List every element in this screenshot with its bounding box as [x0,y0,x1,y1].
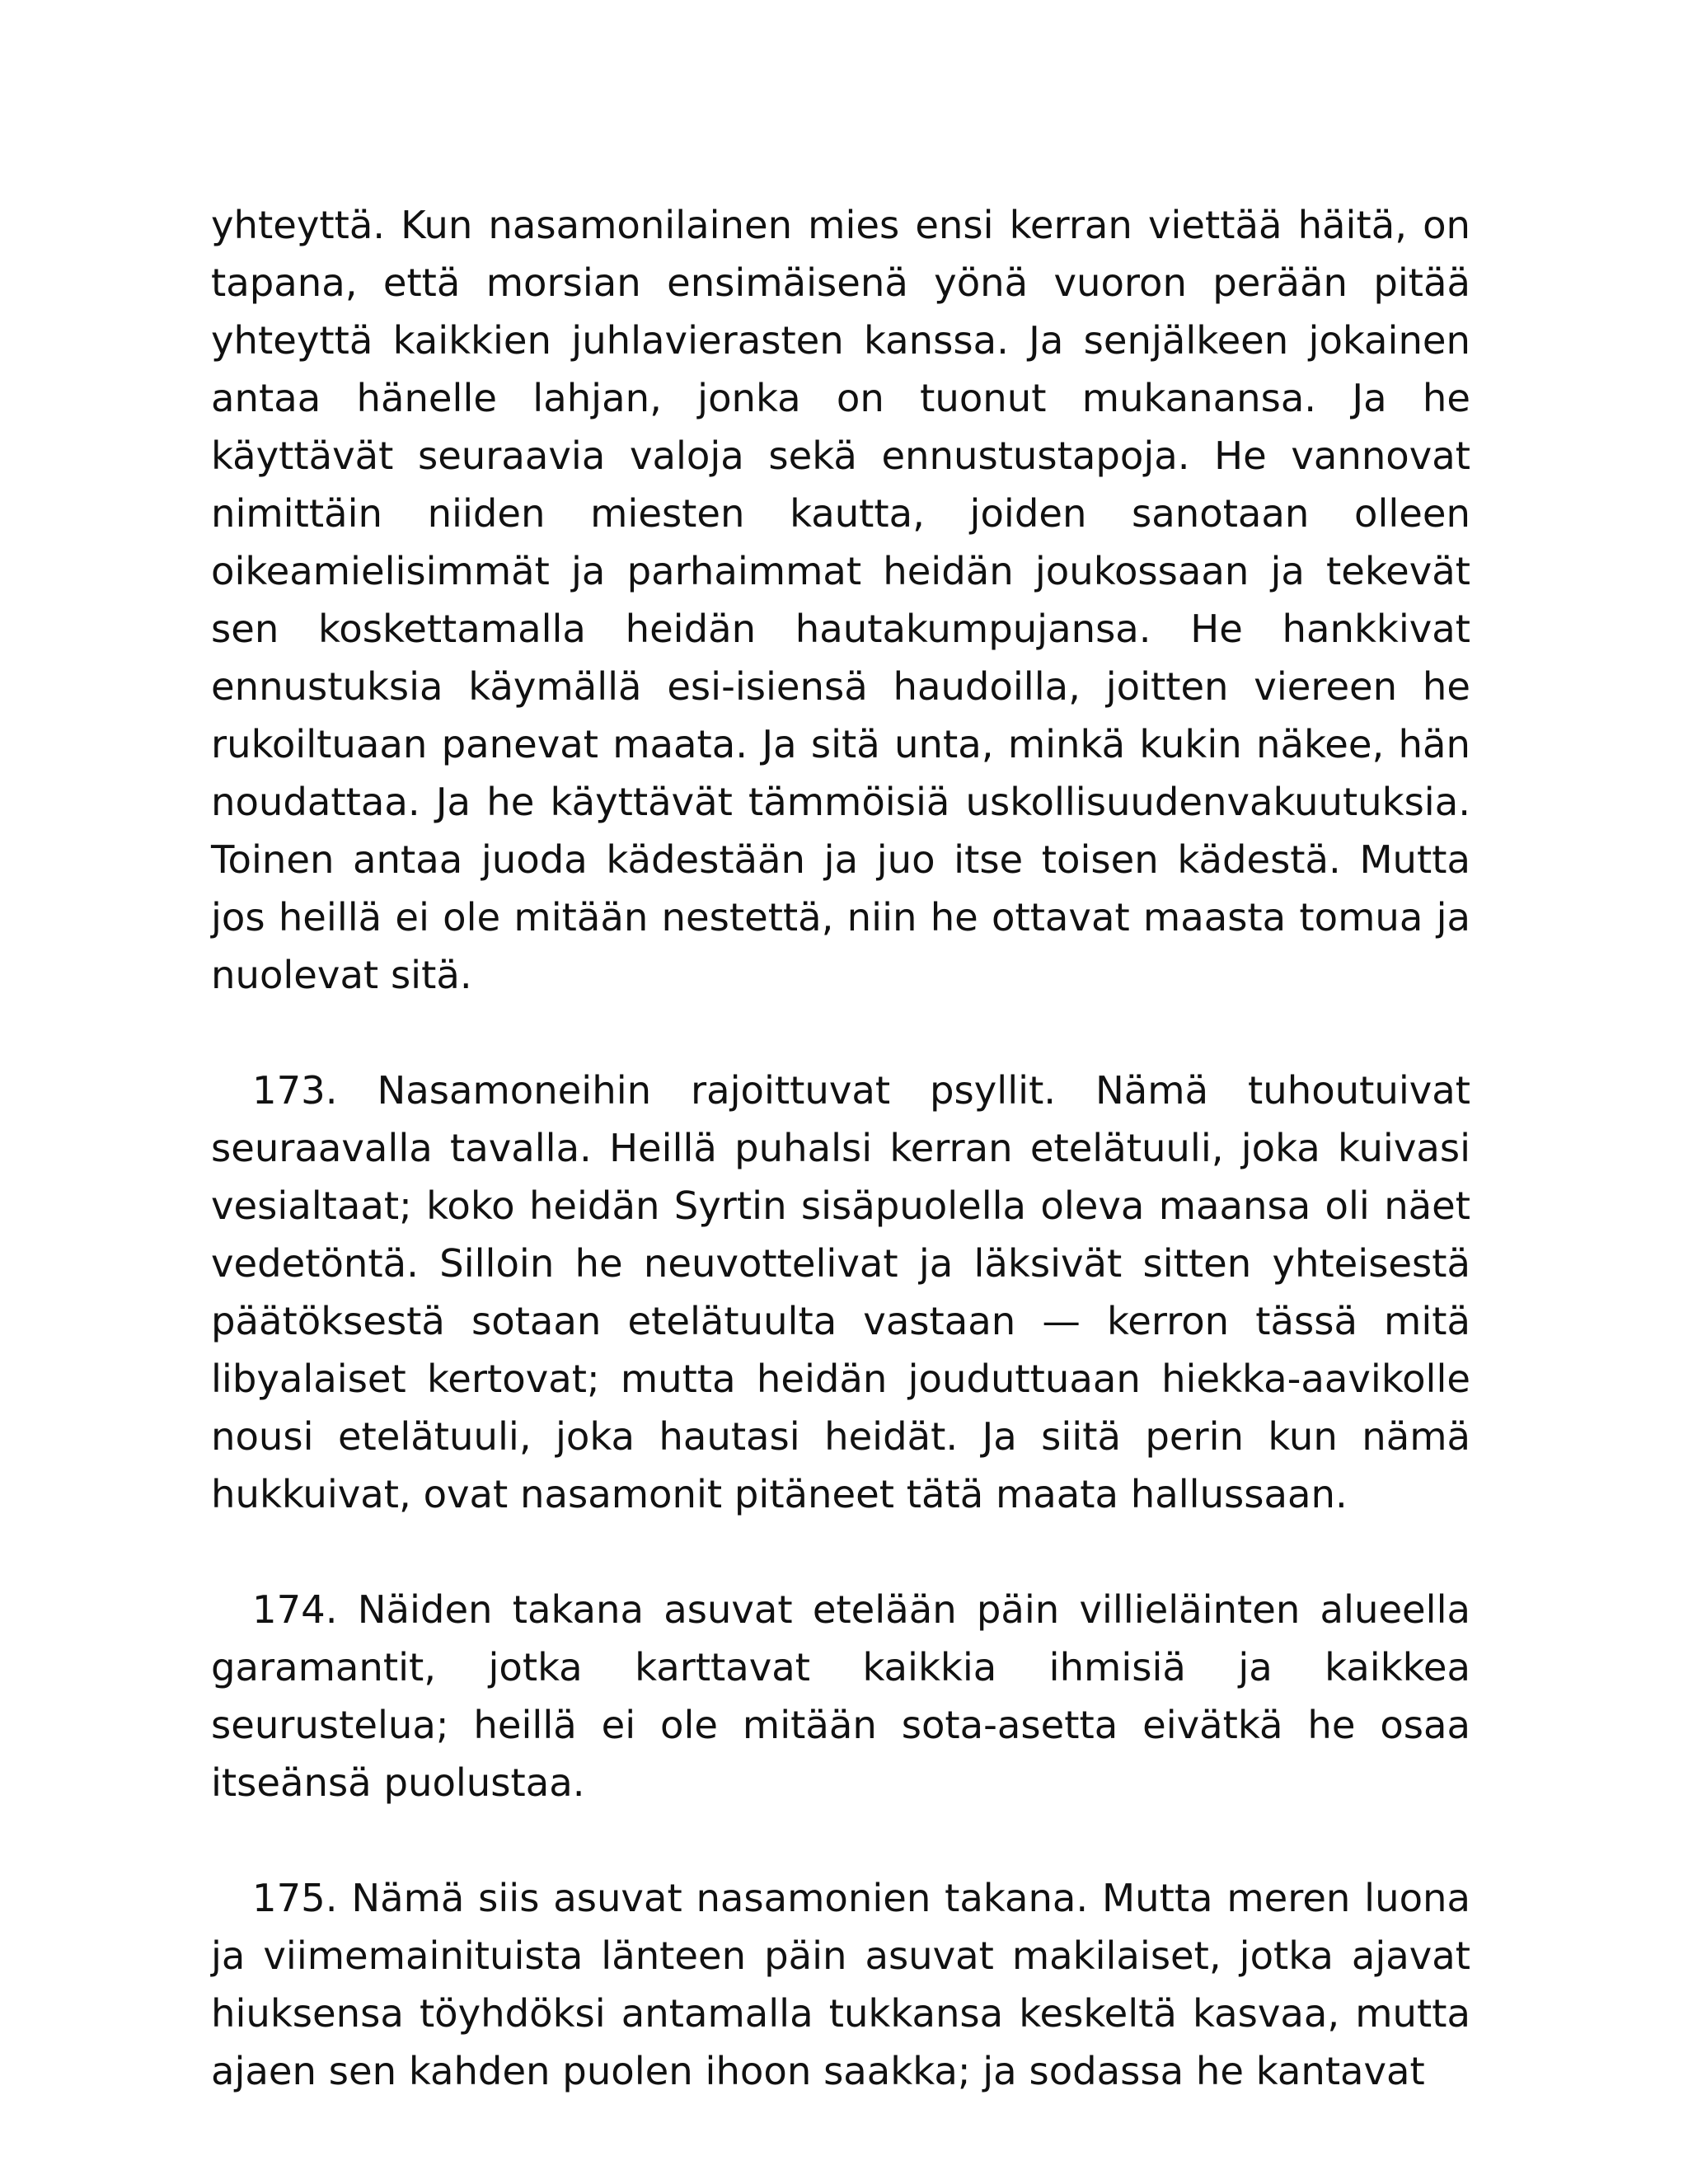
paragraph-continuation: yhteyttä. Kun nasamonilainen mies ensi kerran viettää häitä, on tapana, että morsian ensimäisenä yönä vuoron perään pitää yhteyttä kaikkien juhlavierasten kanssa. Ja senjälkeen jokainen antaa hänelle lahjan, jonka on tuonut mukanansa. Ja he käyttävät seuraavia valoja sekä ennustustapoja. He vannovat nimittäin niiden miesten kautta, joiden sanotaan olleen oikeamielisimmät ja parhaimmat heidän joukossaan ja tekevät sen koskettamalla heidän hautakumpujansa. He hankkivat ennustuksia käymällä esi-isiensä haudoilla, joitten viereen he rukoiltuaan panevat maata. Ja sitä unta, minkä kukin näkee, hän noudattaa. Ja he käyttävät tämmöisiä uskollisuudenvakuutuksia. Toinen antaa juoda kädestään ja juo itse toisen kädestä. Mutta jos heillä ei ole mitään nestettä, niin he ottavat maasta tomua ja nuolevat sitä. [211,203,1470,997]
paragraph-174: 174. Näiden takana asuvat etelään päin villieläinten alueella garamantit, jotka karttavat kaikkia ihmisiä ja kaikkea seurustelua; heillä ei ole mitään sota-asetta eivätkä he osaa itseänsä puolustaa. [211,1587,1470,1805]
paragraph-173: 173. Nasamoneihin rajoittuvat psyllit. Nämä tuhoutuivat seuraavalla tavalla. Heillä puhalsi kerran etelätuuli, joka kuivasi vesialtaat; koko heidän Syrtin sisäpuolella oleva maansa oli näet vedetöntä. Silloin he neuvottelivat ja läksivät sitten yhteisestä päätöksestä sotaan etelätuulta vastaan — kerron tässä mitä libyalaiset kertovat; mutta heidän jouduttuaan hiekka-aavikolle nousi etelätuuli, joka hautasi heidät. Ja siitä perin kun nämä hukkuivat, ovat nasamonit pitäneet tätä maata hallussaan. [211,1068,1470,1516]
document-page [211,196,1470,2100]
paragraph-175: 175. Nämä siis asuvat nasamonien takana. Mutta meren luona ja viimemainituista länteen päin asuvat makilaiset, jotka ajavat hiuksensa töyhdöksi antamalla tukkansa keskeltä kasvaa, mutta ajaen sen kahden puolen ihoon saakka; ja sodassa he kantavat [211,1876,1470,2093]
